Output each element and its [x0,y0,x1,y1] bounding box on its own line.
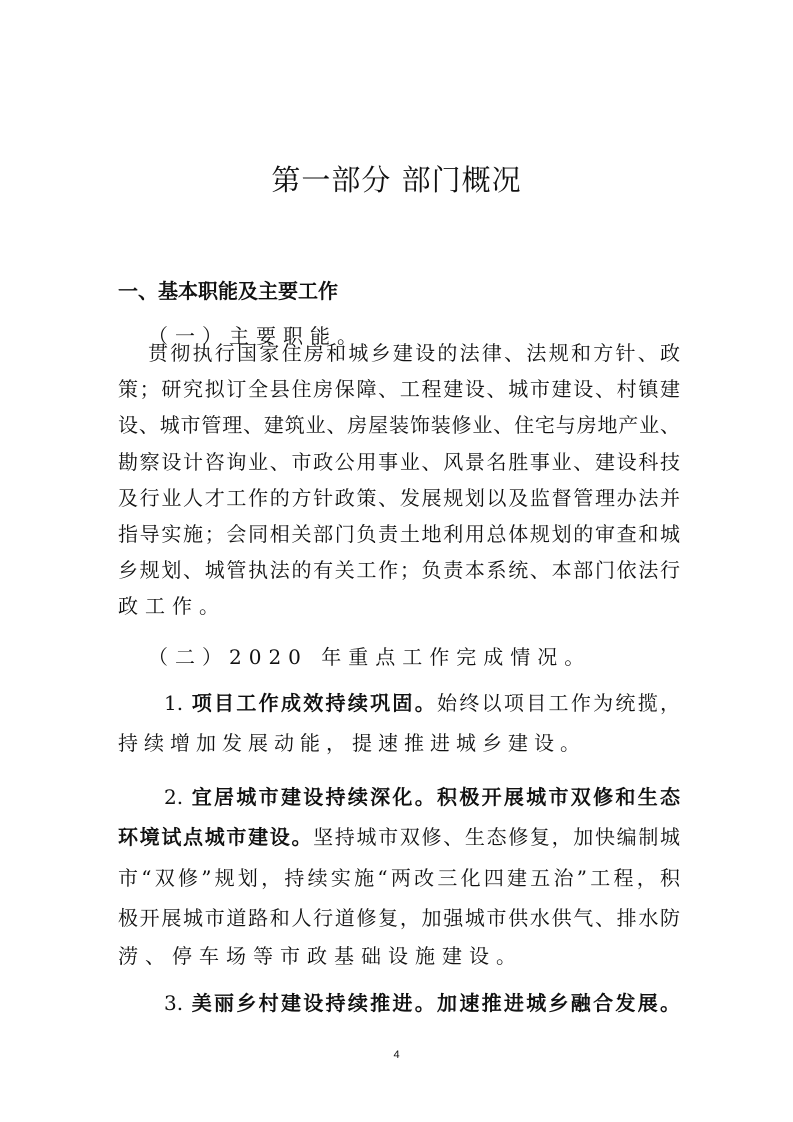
item-text: 始终以项目工作为统揽， [437,691,681,715]
paragraph-line: 政工作。 [118,594,226,618]
subheading-functions: （一）主要职能。 [148,324,364,348]
item-1-line [164,690,680,716]
item-2-line: 市“双修”规划，持续实施“两改三化四建五治”工程，积 [118,866,680,890]
item-title: 项目工作成效持续巩固。 [191,691,438,715]
paragraph-line: 及行业人才工作的方针政策、发展规划以及监督管理办法并 [118,486,680,510]
item-title: 环境试点城市建设。 [118,825,314,849]
item-2-line: 涝、停车场等市政基础设施建设。 [118,944,523,968]
paragraph-line: 贯彻执行国家住房和城乡建设的法律、法规和方针、政 [148,341,680,365]
item-2-line [118,824,680,850]
item-number: 3. [164,991,184,1015]
page-number: 4 [393,1049,400,1061]
paragraph-line: 指导实施；会同相关部门负责土地利用总体规划的审查和城 [118,522,680,546]
item-2-line [164,784,680,810]
item-title: 美丽乡村建设持续推进。加速推进城乡融合发展。 [191,991,680,1015]
item-number: 1. [164,691,184,715]
page-title: 第一部分 部门概况 [271,163,522,197]
item-number: 2. [164,785,184,809]
item-3-line [164,990,680,1016]
subheading-2020-work: （二）2020 年重点工作完成情况。 [148,645,592,669]
item-2-line: 极开展城市道路和人行道修复，加强城市供水供气、排水防 [118,906,680,930]
paragraph-line: 勘察设计咨询业、市政公用事业、风景名胜事业、建设科技 [118,450,680,474]
paragraph-line: 策；研究拟订全县住房保障、工程建设、城市建设、村镇建 [118,377,680,401]
item-text: 坚持城市双修、生态修复，加快编制城 [313,825,681,849]
paragraph-line: 设、城市管理、建筑业、房屋装饰装修业、住宅与房地产业、 [118,413,680,437]
item-1-line: 持续增加发展动能，提速推进城乡建设。 [118,731,586,755]
item-title: 宜居城市建设持续深化。积极开展城市双修和生态 [191,785,680,809]
section-heading: 一、基本职能及主要工作 [118,279,338,303]
paragraph-line: 乡规划、城管执法的有关工作；负责本系统、本部门依法行 [118,558,680,582]
